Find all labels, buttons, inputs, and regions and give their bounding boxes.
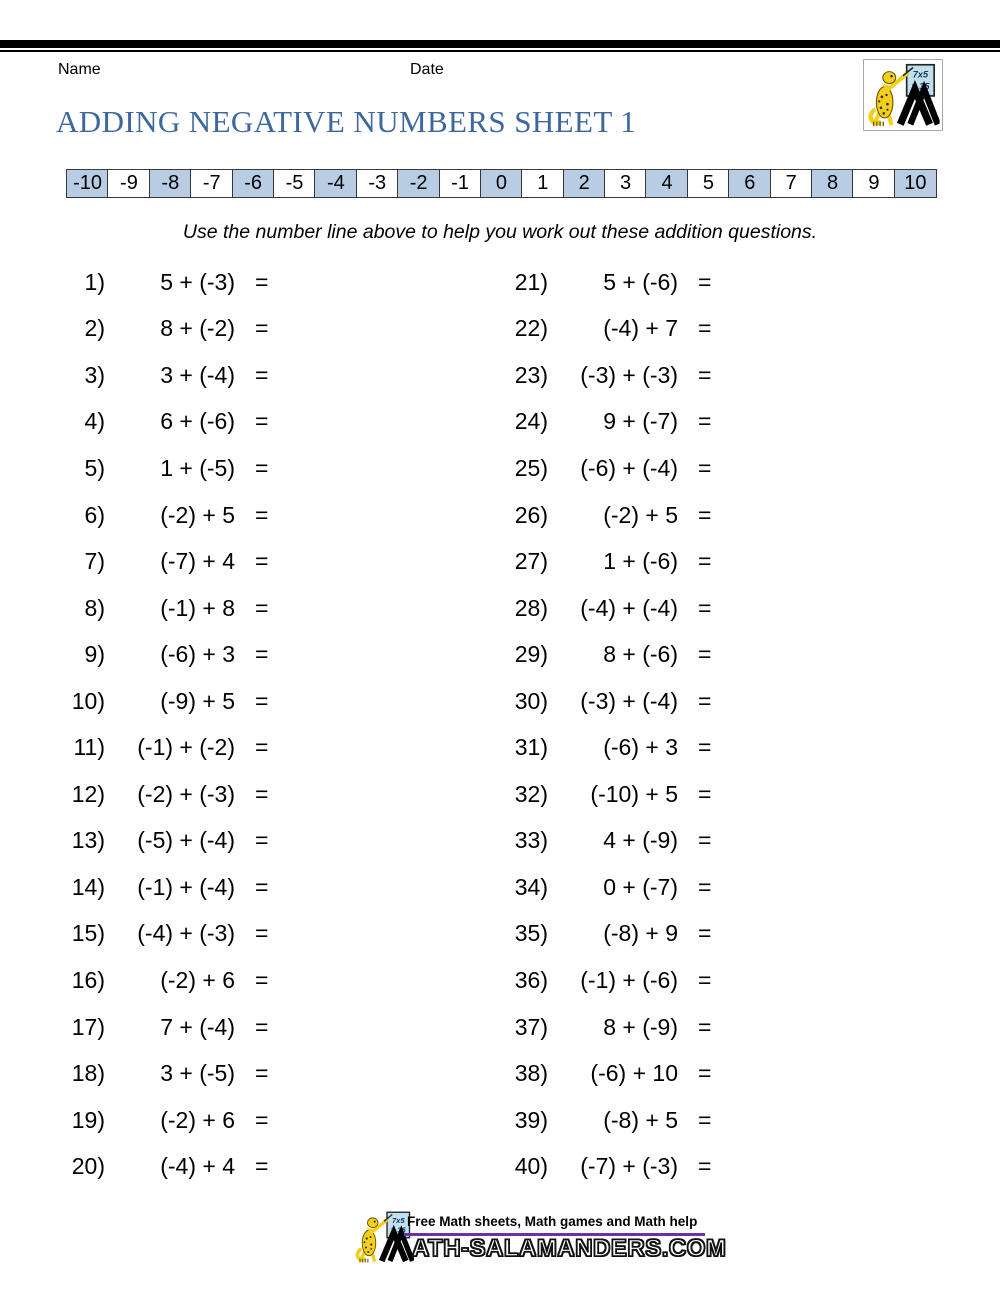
- question-number: 34): [514, 873, 548, 900]
- question-number: 25): [514, 454, 548, 481]
- equals-sign: =: [698, 827, 712, 854]
- number-line-cell: -5: [273, 169, 316, 198]
- number-line-cell: 10: [894, 169, 937, 198]
- question-expression: (-2) + 6: [160, 966, 235, 993]
- question-row: [55, 585, 287, 632]
- question-row: [55, 445, 287, 492]
- question-row: [55, 1097, 287, 1144]
- equals-sign: =: [698, 641, 712, 668]
- question-row: [498, 818, 730, 865]
- question-expression: 7 + (-4): [160, 1013, 235, 1040]
- number-line-cell: 7: [770, 169, 813, 198]
- question-number: 30): [514, 687, 548, 714]
- footer-site-text: ATH-SALAMANDERS.COM: [412, 1235, 727, 1262]
- number-line-cell: 2: [563, 169, 606, 198]
- question-number: 20): [71, 1153, 105, 1180]
- number-line-cell: 8: [811, 169, 854, 198]
- equals-sign: =: [255, 594, 269, 621]
- top-divider-thin-line: [0, 50, 1000, 52]
- question-row: [55, 352, 287, 399]
- question-expression: 8 + (-9): [603, 1013, 678, 1040]
- question-expression: (-6) + (-4): [580, 454, 678, 481]
- question-expression: (-2) + 5: [160, 501, 235, 528]
- equals-sign: =: [255, 734, 269, 761]
- question-expression: (-7) + (-3): [580, 1153, 678, 1180]
- question-expression: (-6) + 10: [590, 1060, 678, 1087]
- equals-sign: =: [698, 454, 712, 481]
- footer-tagline: Free Math sheets, Math games and Math help: [407, 1214, 698, 1229]
- question-number: 32): [514, 780, 548, 807]
- question-number: 27): [514, 548, 548, 575]
- question-row: [498, 1143, 730, 1190]
- equals-sign: =: [255, 873, 269, 900]
- question-number: 10): [71, 687, 105, 714]
- question-number: 26): [514, 501, 548, 528]
- equals-sign: =: [698, 501, 712, 528]
- question-expression: 4 + (-9): [603, 827, 678, 854]
- equals-sign: =: [698, 594, 712, 621]
- top-divider-bar: [0, 40, 1000, 48]
- question-row: [55, 678, 287, 725]
- equals-sign: =: [698, 1060, 712, 1087]
- number-line-cell: -3: [356, 169, 399, 198]
- question-number: 33): [514, 827, 548, 854]
- question-number: 6): [84, 501, 105, 528]
- question-expression: (-6) + 3: [603, 734, 678, 761]
- question-expression: (-2) + (-3): [137, 780, 235, 807]
- question-row: [498, 911, 730, 958]
- number-line-cell: 5: [687, 169, 730, 198]
- question-expression: (-2) + 6: [160, 1106, 235, 1133]
- question-row: [498, 771, 730, 818]
- question-row: [55, 818, 287, 865]
- question-row: [498, 864, 730, 911]
- page-title: ADDING NEGATIVE NUMBERS SHEET 1: [56, 104, 637, 139]
- equals-sign: =: [255, 408, 269, 435]
- questions-column-right: [498, 259, 730, 1190]
- equals-sign: =: [698, 873, 712, 900]
- number-line-cell: 3: [604, 169, 647, 198]
- question-number: 29): [514, 641, 548, 668]
- question-row: [55, 911, 287, 958]
- salamander-logo-box: [863, 59, 943, 131]
- equals-sign: =: [255, 454, 269, 481]
- question-number: 16): [71, 966, 105, 993]
- equals-sign: =: [255, 687, 269, 714]
- question-number: 15): [71, 920, 105, 947]
- question-expression: 5 + (-3): [160, 268, 235, 295]
- question-number: 8): [84, 594, 105, 621]
- equals-sign: =: [255, 548, 269, 575]
- equals-sign: =: [255, 501, 269, 528]
- question-expression: 9 + (-7): [603, 408, 678, 435]
- question-expression: (-4) + 4: [160, 1153, 235, 1180]
- question-expression: (-3) + (-3): [580, 361, 678, 388]
- question-number: 18): [71, 1060, 105, 1087]
- question-expression: (-8) + 9: [603, 920, 678, 947]
- question-number: 37): [514, 1013, 548, 1040]
- equals-sign: =: [698, 268, 712, 295]
- question-expression: (-5) + (-4): [137, 827, 235, 854]
- number-line-cell: 9: [852, 169, 895, 198]
- question-row: [55, 864, 287, 911]
- question-expression: 8 + (-6): [603, 641, 678, 668]
- equals-sign: =: [698, 966, 712, 993]
- salamander-logo-icon: [866, 62, 940, 128]
- question-number: 40): [514, 1153, 548, 1180]
- equals-sign: =: [698, 1106, 712, 1133]
- equals-sign: =: [255, 1106, 269, 1133]
- number-line-cell: -4: [314, 169, 357, 198]
- question-expression: (-1) + (-4): [137, 873, 235, 900]
- question-row: [498, 678, 730, 725]
- question-number: 7): [84, 548, 105, 575]
- question-expression: (-4) + 7: [603, 315, 678, 342]
- question-row: [498, 492, 730, 539]
- question-expression: 1 + (-5): [160, 454, 235, 481]
- question-row: [498, 259, 730, 306]
- equals-sign: =: [698, 780, 712, 807]
- equals-sign: =: [698, 548, 712, 575]
- number-line-cell: -2: [397, 169, 440, 198]
- question-row: [498, 724, 730, 771]
- question-row: [55, 724, 287, 771]
- question-row: [55, 631, 287, 678]
- number-line: [66, 169, 937, 198]
- equals-sign: =: [698, 1013, 712, 1040]
- question-number: 1): [84, 268, 105, 295]
- question-row: [498, 352, 730, 399]
- question-expression: 3 + (-5): [160, 1060, 235, 1087]
- question-number: 36): [514, 966, 548, 993]
- number-line-cell: 4: [645, 169, 688, 198]
- number-line-cell: -10: [66, 169, 109, 198]
- question-row: [55, 1143, 287, 1190]
- equals-sign: =: [255, 641, 269, 668]
- question-row: [498, 538, 730, 585]
- question-row: [55, 399, 287, 446]
- equals-sign: =: [255, 1153, 269, 1180]
- question-row: [55, 259, 287, 306]
- question-row: [498, 399, 730, 446]
- name-label: Name: [58, 61, 101, 78]
- question-row: [55, 492, 287, 539]
- question-row: [498, 957, 730, 1004]
- question-number: 21): [514, 268, 548, 295]
- equals-sign: =: [255, 315, 269, 342]
- equals-sign: =: [255, 920, 269, 947]
- question-row: [498, 1004, 730, 1051]
- question-number: 11): [73, 734, 105, 761]
- question-expression: (-10) + 5: [590, 780, 678, 807]
- question-number: 31): [514, 734, 548, 761]
- question-expression: (-7) + 4: [160, 548, 235, 575]
- number-line-cell: -7: [190, 169, 233, 198]
- equals-sign: =: [255, 1013, 269, 1040]
- question-expression: (-1) + 8: [160, 594, 235, 621]
- question-expression: 5 + (-6): [603, 268, 678, 295]
- equals-sign: =: [255, 966, 269, 993]
- question-row: [55, 771, 287, 818]
- date-label: Date: [410, 61, 444, 78]
- equals-sign: =: [255, 361, 269, 388]
- question-expression: (-2) + 5: [603, 501, 678, 528]
- question-expression: (-8) + 5: [603, 1106, 678, 1133]
- question-row: [55, 306, 287, 353]
- question-number: 35): [514, 920, 548, 947]
- questions-column-left: [55, 259, 287, 1190]
- question-number: 2): [84, 315, 105, 342]
- question-row: [55, 1004, 287, 1051]
- equals-sign: =: [698, 361, 712, 388]
- number-line-cell: 0: [480, 169, 523, 198]
- question-expression: (-1) + (-6): [580, 966, 678, 993]
- question-number: 12): [71, 780, 105, 807]
- question-number: 39): [514, 1106, 548, 1133]
- question-expression: (-9) + 5: [160, 687, 235, 714]
- question-expression: 6 + (-6): [160, 408, 235, 435]
- number-line-cell: -1: [439, 169, 482, 198]
- equals-sign: =: [698, 920, 712, 947]
- question-expression: (-4) + (-3): [137, 920, 235, 947]
- question-number: 13): [71, 827, 105, 854]
- question-row: [498, 1050, 730, 1097]
- question-expression: 0 + (-7): [603, 873, 678, 900]
- question-number: 38): [514, 1060, 548, 1087]
- instruction-text: Use the number line above to help you work out these addition questions.: [182, 221, 818, 243]
- question-expression: 3 + (-4): [160, 361, 235, 388]
- equals-sign: =: [255, 780, 269, 807]
- number-line-cell: -8: [149, 169, 192, 198]
- footer-salamander-icon: [354, 1210, 414, 1264]
- equals-sign: =: [255, 827, 269, 854]
- question-number: 9): [84, 641, 105, 668]
- question-row: [55, 538, 287, 585]
- equals-sign: =: [255, 1060, 269, 1087]
- equals-sign: =: [698, 408, 712, 435]
- question-row: [498, 1097, 730, 1144]
- question-row: [55, 957, 287, 1004]
- question-number: 3): [84, 361, 105, 388]
- equals-sign: =: [698, 1153, 712, 1180]
- question-expression: 8 + (-2): [160, 315, 235, 342]
- question-row: [498, 306, 730, 353]
- equals-sign: =: [698, 687, 712, 714]
- number-line-cell: -6: [232, 169, 275, 198]
- question-expression: (-4) + (-4): [580, 594, 678, 621]
- question-number: 19): [71, 1106, 105, 1133]
- footer-salamander-logo: [354, 1210, 414, 1269]
- question-number: 17): [71, 1013, 105, 1040]
- number-line-cell: 6: [728, 169, 771, 198]
- question-row: [55, 1050, 287, 1097]
- question-row: [498, 585, 730, 632]
- question-number: 24): [514, 408, 548, 435]
- equals-sign: =: [255, 268, 269, 295]
- question-row: [498, 631, 730, 678]
- question-number: 22): [514, 315, 548, 342]
- question-expression: (-1) + (-2): [137, 734, 235, 761]
- question-expression: 1 + (-6): [603, 548, 678, 575]
- question-number: 4): [84, 408, 105, 435]
- question-number: 23): [514, 361, 548, 388]
- question-expression: (-3) + (-4): [580, 687, 678, 714]
- question-row: [498, 445, 730, 492]
- number-line-cell: -9: [107, 169, 150, 198]
- question-expression: (-6) + 3: [160, 641, 235, 668]
- question-number: 14): [71, 873, 105, 900]
- number-line-cell: 1: [521, 169, 564, 198]
- equals-sign: =: [698, 315, 712, 342]
- question-number: 28): [514, 594, 548, 621]
- question-number: 5): [84, 454, 105, 481]
- equals-sign: =: [698, 734, 712, 761]
